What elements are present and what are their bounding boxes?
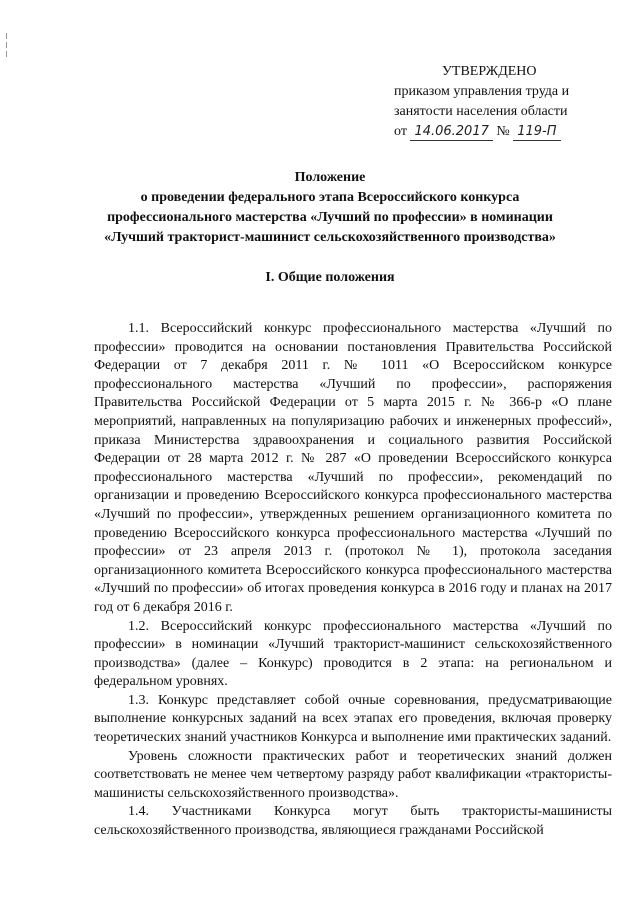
- approval-date: 14.06.2017: [410, 124, 492, 141]
- margin-mark: [6, 51, 7, 57]
- approval-number: 119-П: [513, 124, 560, 141]
- document-title: Положение: [294, 170, 366, 185]
- paragraph-1-3: 1.3. Конкурс представляет собой очные соревнования, предусматривающие выполнение конкурсных заданий на всех этапах его проведения, включая проверку теоретических знаний участников Конкурса и выполнение ими практических заданий.: [94, 692, 612, 746]
- approval-title: УТВЕРЖДЕНО: [442, 64, 537, 79]
- document-subtitle-line-2: профессионального мастерства «Лучший по профессии» в номинации: [107, 210, 553, 225]
- document-body: [94, 320, 612, 841]
- approval-line-2: занятости населения области: [394, 104, 568, 119]
- paragraph-1-4: 1.4. Участниками Конкурса могут быть трактористы-машинисты сельскохозяйственного производства, являющиеся гражданами Российской: [94, 804, 612, 839]
- margin-mark: [6, 33, 7, 39]
- document-subtitle-line-3: «Лучший тракторист-машинист сельскохозяйственного производства»: [104, 230, 556, 245]
- margin-marks: [6, 30, 10, 70]
- approval-line-1: приказом управления труда и: [394, 84, 570, 99]
- document-subtitle-line-1: о проведении федерального этапа Всероссийского конкурса: [140, 190, 520, 205]
- approval-line-3: [394, 122, 561, 142]
- paragraph-difficulty: Уровень сложности практических работ и теоретических знаний должен соответствовать не менее чем четвертому разряду работ квалификации «трактористы-машинисты сельскохозяйственного производства».: [94, 748, 612, 801]
- section-heading: I. Общие положения: [265, 270, 395, 285]
- paragraph-1-1: 1.1. Всероссийский конкурс профессионального мастерства «Лучший по профессии» проводится на основании постановления Правительства Российской Федерации от 7 декабря 2011 г. № 1011 «О Всероссийском конкурсе профессионального мастерства «Лучший по профессии», распоряжения Правительства Российской Федерации от 5 марта 2015 г. № 366-р «О плане мероприятий, направленных на популяризацию рабочих и инженерных профессий», приказа Министерства здравоохранения и социального развития Российской Федерации от 28 марта 2012 г. № 287 «О проведении Всероссийского конкурса профессионального мастерства «Лучший по профессии», рекомендаций по организации и проведению Всероссийского конкурса профессионального мастерства «Лучший по профессии», утвержденных решением организационного комитета по проведению Всероссийского конкурса профессионального мастерства «Лучший по профессии» от 23 апреля 2013 г. (протокол № 1), протокола заседания организационного комитета Всероссийского конкурса профессионального мастерства «Лучший по профессии» об итогах проведения конкурса в 2016 году и планах на 2017 год от 6 декабря 2016 г.: [94, 321, 612, 615]
- paragraph-1-2: 1.2. Всероссийский конкурс профессионального мастерства «Лучший по профессии» в номинации «Лучший тракторист-машинист сельскохозяйственного производства» (далее – Конкурс) проводится в 2 этапа: на региональном и федеральном уровнях.: [94, 618, 612, 690]
- margin-mark: [6, 42, 7, 48]
- approval-from-label: от: [394, 124, 407, 139]
- approval-number-label: №: [496, 124, 510, 139]
